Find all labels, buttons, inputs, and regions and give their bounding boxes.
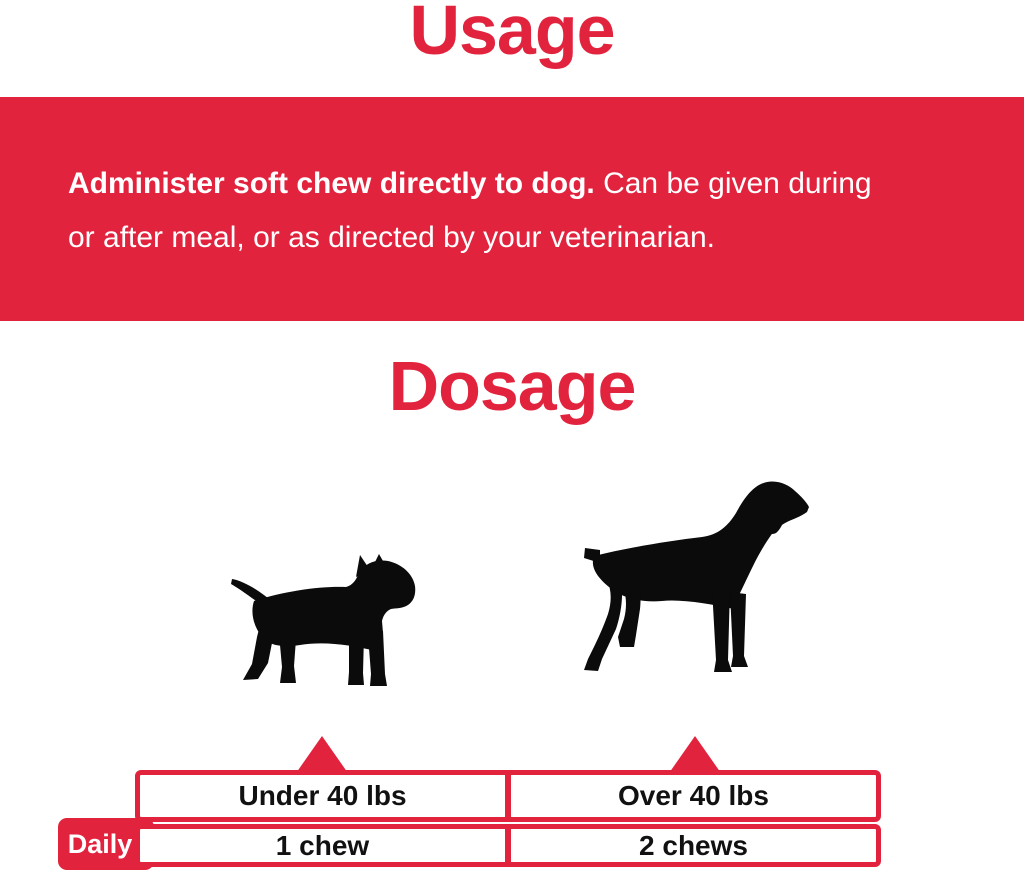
large-dog-icon	[582, 480, 810, 683]
dosage-table-header-row	[135, 770, 881, 822]
table-value-under-40lbs: 1 chew	[275, 829, 370, 861]
usage-banner-regular-text-1: Can be given during	[603, 167, 872, 200]
small-dog-icon	[230, 553, 420, 688]
usage-banner-line2: or after meal, or as directed by your veterinarian.	[68, 221, 715, 254]
usage-banner-bold-text: Administer soft chew directly to dog.	[68, 167, 595, 200]
usage-banner-line1	[68, 157, 872, 211]
dosage-title: Dosage	[388, 347, 636, 425]
usage-banner	[0, 97, 1024, 321]
usage-title: Usage	[409, 0, 615, 69]
daily-row-label-text: Daily	[67, 828, 133, 859]
table-value-over-40lbs: 2 chews	[639, 829, 748, 861]
table-header-under-40lbs: Under 40 lbs	[238, 780, 407, 811]
dosage-table-value-row	[135, 824, 881, 867]
table-header-over-40lbs: Over 40 lbs	[618, 780, 769, 811]
usage-banner-text	[68, 157, 872, 265]
